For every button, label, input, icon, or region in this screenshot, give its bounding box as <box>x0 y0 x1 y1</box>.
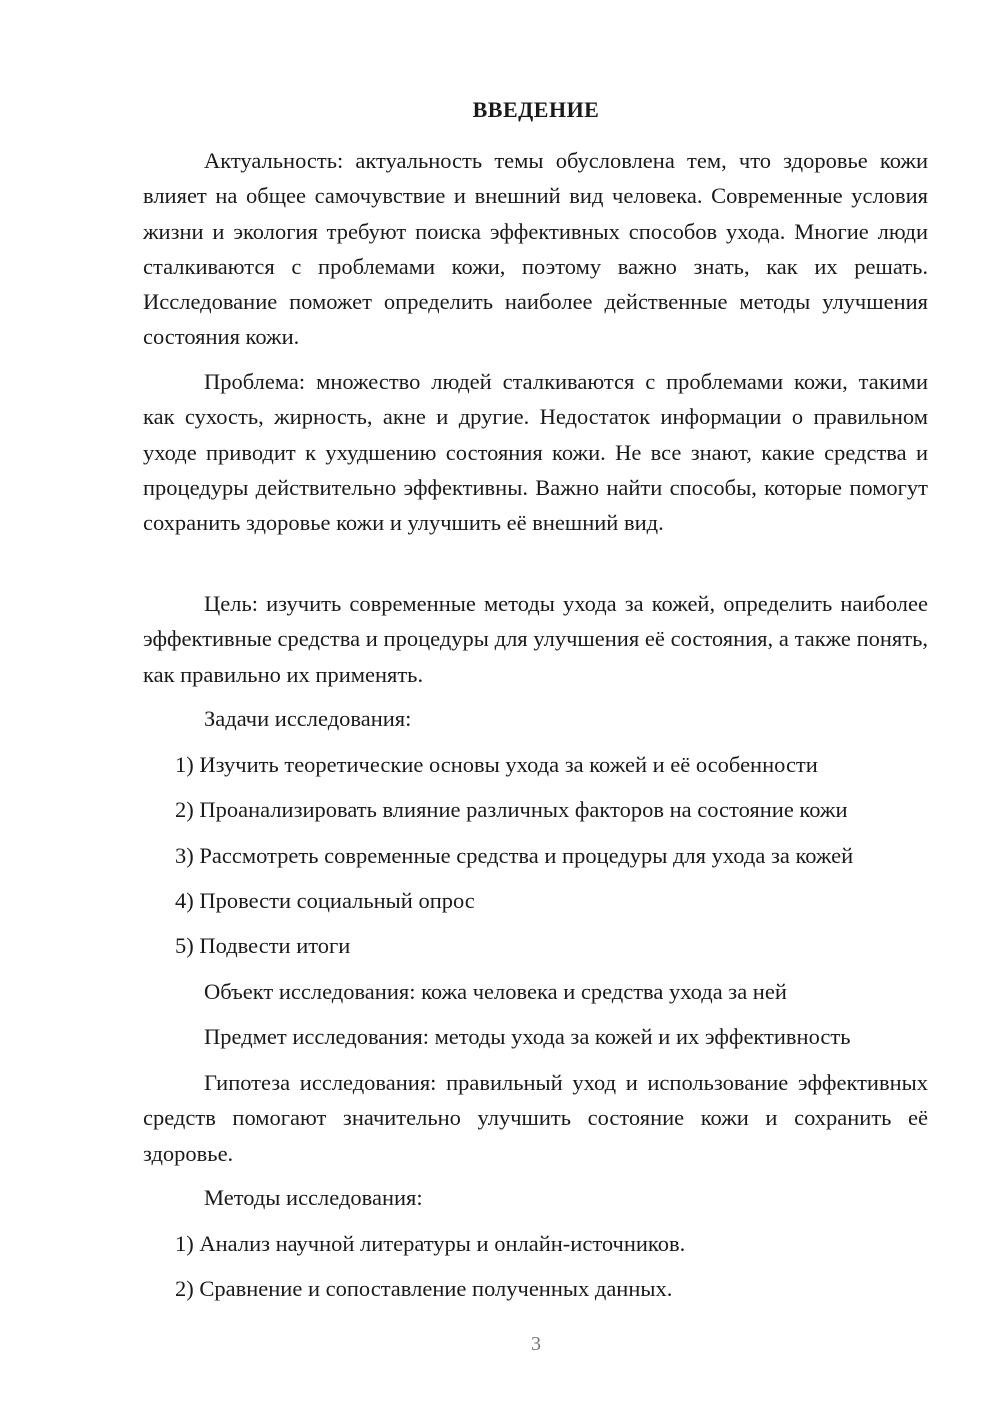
hypothesis-paragraph: Гипотеза исследования: правильный уход и использование эффективных средств помогают значительно улучшить состояние кожи и сохранить её здоровье. <box>143 1070 928 1166</box>
task-item: 1) Изучить теоретические основы ухода за кожей и её особенности <box>175 752 818 777</box>
research-subject: Предмет исследования: методы ухода за кожей и их эффективность <box>204 1024 851 1049</box>
relevance-paragraph: Актуальность: актуальность темы обусловлена тем, что здоровье кожи влияет на общее самочувствие и внешний вид человека. Современные условия жизни и экология требуют поиска эффективных способов ухода. Многие люди сталкиваются с проблемами кожи, поэтому важно знать, как их решать. Исследование поможет определить наиболее действенные методы улучшения состояния кожи. <box>143 148 928 350</box>
research-object: Объект исследования: кожа человека и средства ухода за ней <box>204 979 787 1004</box>
method-item: 1) Анализ научной литературы и онлайн-источников. <box>175 1231 686 1256</box>
problem-paragraph: Проблема: множество людей сталкиваются с проблемами кожи, такими как сухость, жирность, акне и другие. Недостаток информации о правильном уходе приводит к ухудшению состояния кожи. Не все знают, какие средства и процедуры действительно эффективны. Важно найти способы, которые помогут сохранить здоровье кожи и улучшить её внешний вид. <box>143 369 928 536</box>
page-title: ВВЕДЕНИЕ <box>472 97 600 122</box>
task-item: 4) Провести социальный опрос <box>175 888 475 913</box>
goal-paragraph: Цель: изучить современные методы ухода за кожей, определить наиболее эффективные средства и процедуры для улучшения её состояния, а также понять, как правильно их применять. <box>143 591 928 687</box>
tasks-title: Задачи исследования: <box>204 706 412 731</box>
page-number: 3 <box>531 1333 541 1355</box>
method-item: 2) Сравнение и сопоставление полученных данных. <box>175 1276 673 1301</box>
task-item: 2) Проанализировать влияние различных факторов на состояние кожи <box>175 797 848 822</box>
task-item: 3) Рассмотреть современные средства и процедуры для ухода за кожей <box>175 843 854 868</box>
task-item: 5) Подвести итоги <box>175 933 351 958</box>
methods-title: Методы исследования: <box>204 1185 423 1210</box>
